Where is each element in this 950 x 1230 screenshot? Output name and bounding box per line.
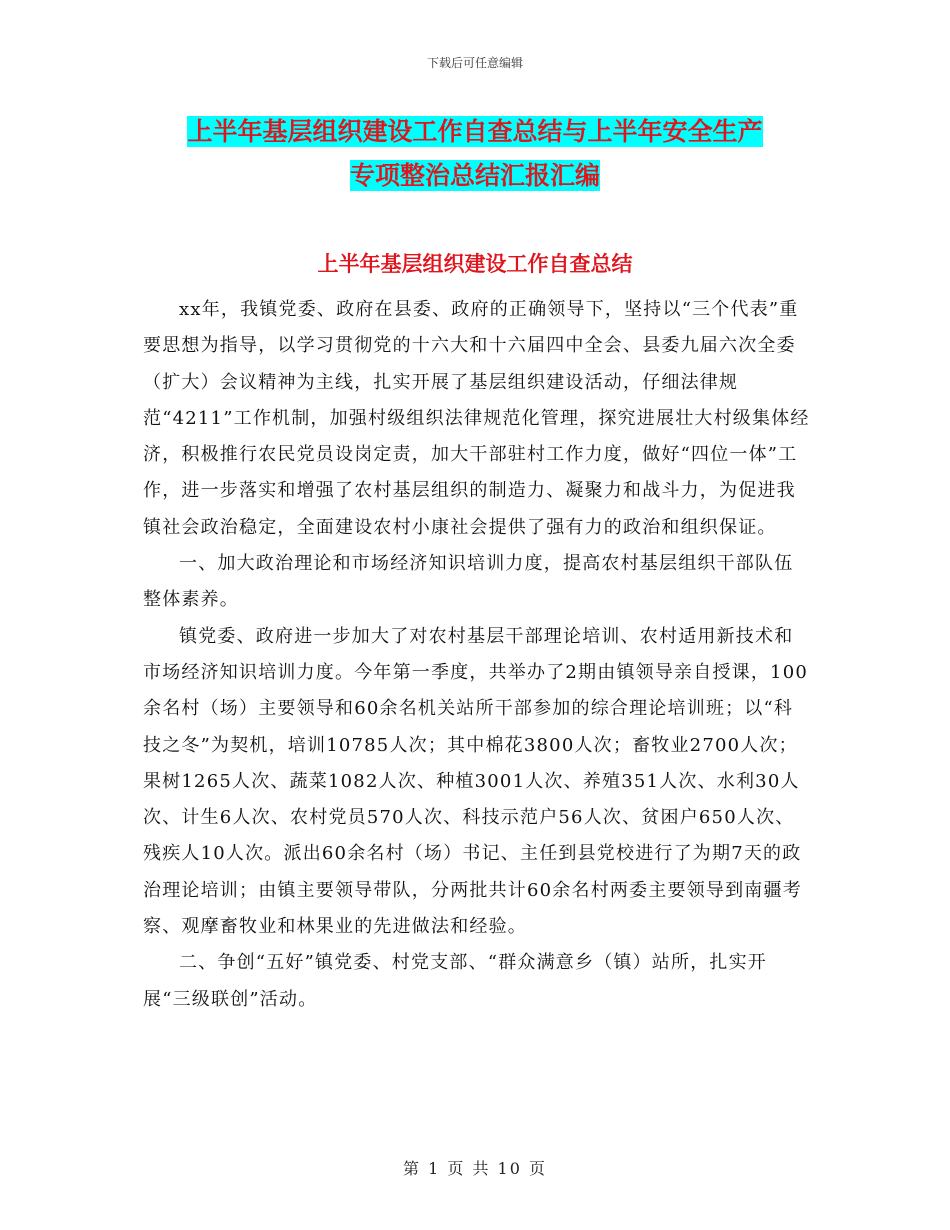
paragraph-heading-2: 二、争创“五好”镇党委、村党支部、“群众满意乡（镇）站所，扎实开展“三级联创”活动。 (143, 952, 768, 1010)
header-note: 下载后可任意编辑 (426, 56, 523, 70)
document-title-line-1: 上半年基层组织建设工作自查总结与上半年安全生产 (187, 117, 763, 146)
document-title (0, 110, 950, 198)
page-footer: 第 1 页 共 10 页 (403, 1159, 547, 1178)
paragraph-training: 镇党委、政府进一步加大了对农村基层干部理论培训、农村适用新技术和市场经济知识培训力度。今年第一季度，共举办了2期由镇领导亲自授课，100余名村（场）主要领导和60余名机关站所干部参加的综合理论培训班；以“科技之冬”为契机，培训10785人次；其中棉花3800人次；畜牧业2700人次；果树1265人次、蔬菜1082人次、种植3001人次、养殖351人次、水利30人次、计生6人次、农村党员570人次、科技示范户56人次、贫困户650人次、残疾人10人次。派出60余名村（场）书记、主任到县党校进行了为期7天的政治理论培训；由镇主要领导带队，分两批共计60余名村两委主要领导到南疆考察、观摩畜牧业和林果业的先进做法和经验。 (143, 625, 809, 938)
body-text (143, 292, 811, 1018)
document-title-line-2: 专项整治总结汇报汇编 (349, 161, 600, 190)
paragraph-heading-1: 一、加大政治理论和市场经济知识培训力度，提高农村基层组织干部队伍整体素养。 (143, 553, 794, 611)
section-title: 上半年基层组织建设工作自查总结 (317, 252, 633, 276)
paragraph-intro: xx年，我镇党委、政府在县委、政府的正确领导下，坚持以“三个代表”重要思想为指导，以学习贯彻党的十六大和十六届四中全会、县委九届六次全委（扩大）会议精神为主线，扎实开展了基层组织建设活动，仔细法律规范“4211”工作机制，加强村级组织法律规范化管理，探究进展壮大村级集体经济，积极推行农民党员设岗定责，加大干部驻村工作力度，做好“四位一体”工作，进一步落实和增强了农村基层组织的制造力、凝聚力和战斗力，为促进我镇社会政治稳定，全面建设农村小康社会提供了强有力的政治和组织保证。 (143, 299, 810, 538)
